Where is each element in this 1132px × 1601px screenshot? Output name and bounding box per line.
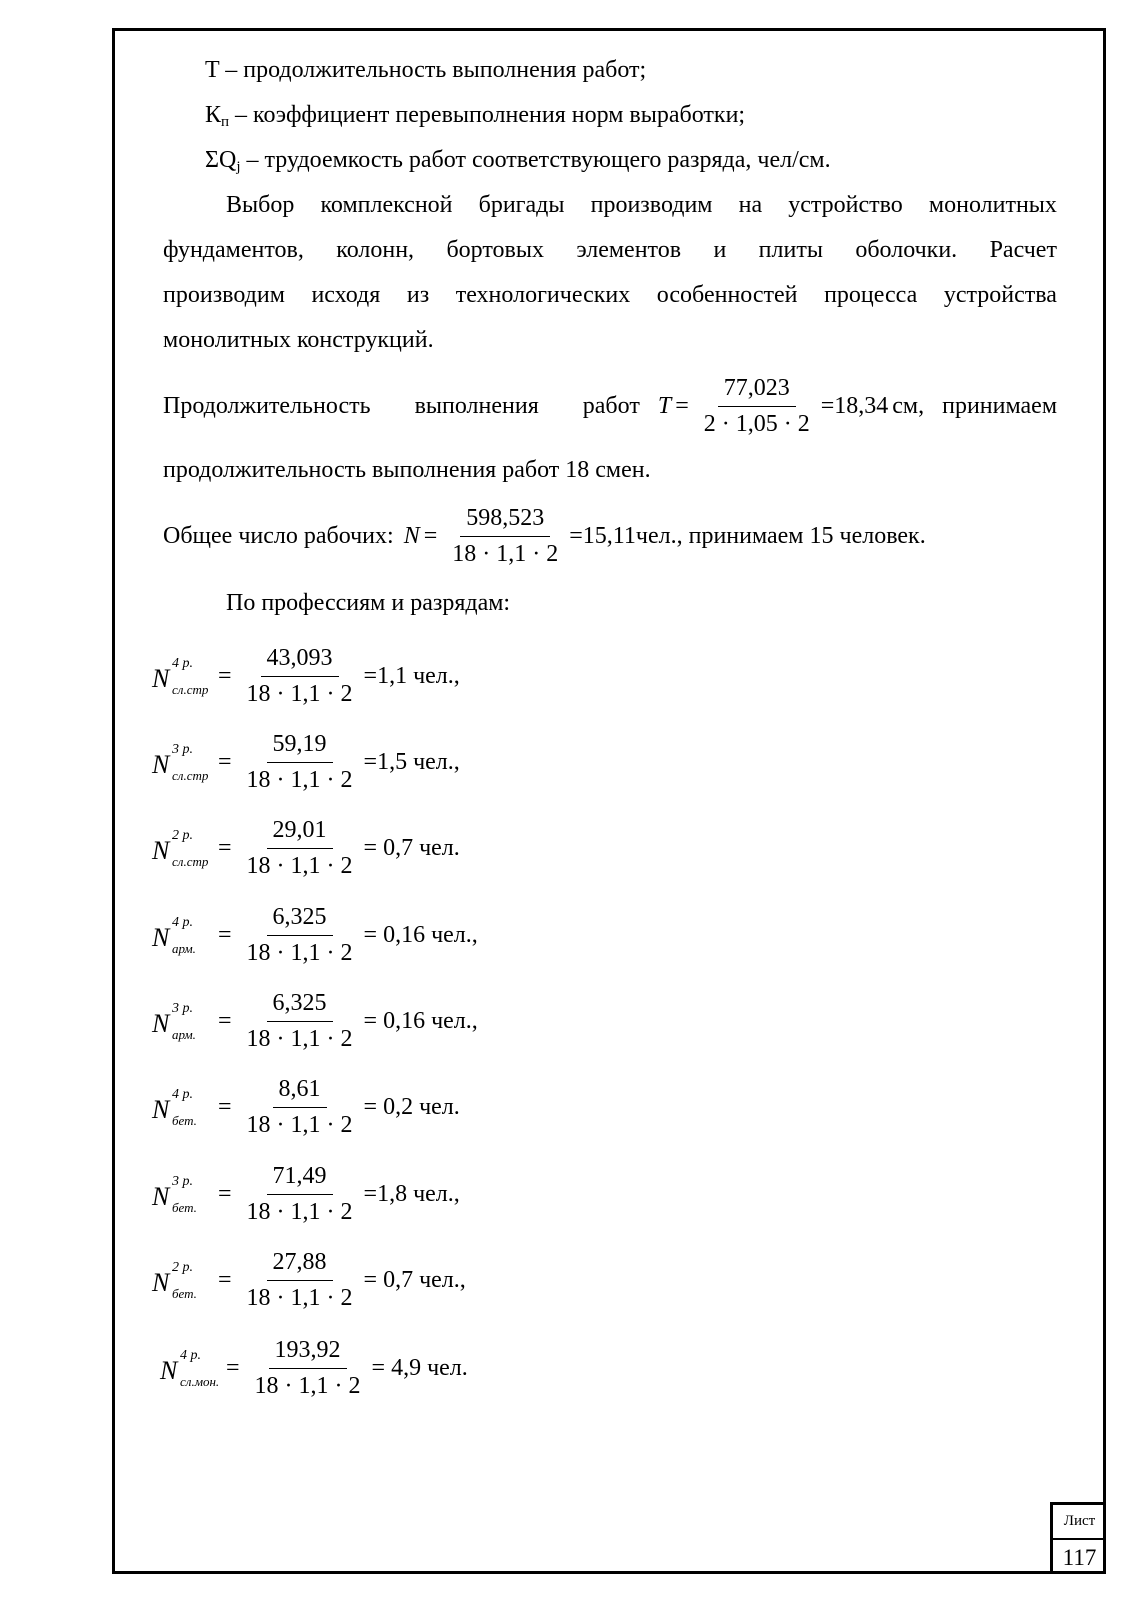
profession-subscript: бет. (172, 1286, 197, 1301)
q-symbol: ΣQ (205, 147, 237, 173)
kp-subscript: п (221, 114, 230, 130)
duration-result: =18,34 (820, 392, 889, 419)
equation-denominator: 18 · 1,1 · 2 (246, 1111, 353, 1138)
equation-denominator: 18 · 1,1 · 2 (246, 939, 353, 966)
equation-fraction (241, 1076, 359, 1138)
equals-sign: = (218, 662, 232, 689)
n-symbol (160, 1348, 222, 1388)
equals-sign: = (218, 921, 232, 948)
sheet-number: 117 (1062, 1545, 1097, 1570)
paragraph-word: бортовых (446, 237, 544, 263)
equation-fraction (241, 990, 359, 1052)
duration-formula (658, 375, 924, 437)
duration-label-word: работ (582, 392, 640, 419)
definition-kp (205, 103, 745, 130)
equation-fraction (241, 1249, 359, 1311)
paragraph-word: монолитных (928, 192, 1057, 218)
duration-equation (163, 370, 1057, 442)
grade-superscript: 3 р. (172, 1001, 193, 1016)
equals-sign: = (218, 1093, 232, 1120)
profession-subscript: сл.стр (172, 854, 209, 869)
workers-denominator: 18 · 1,1 · 2 (452, 540, 559, 567)
workers-fraction (446, 505, 564, 567)
equation-unit: чел., (431, 1007, 478, 1034)
equals-sign: = (218, 834, 232, 861)
equals-sign: = (226, 1354, 240, 1381)
grade-superscript: 2 р. (172, 1260, 193, 1275)
profession-subscript: арм. (172, 1027, 196, 1042)
equation-unit: чел., (413, 748, 460, 775)
workers-result: =15,11 (569, 522, 636, 549)
profession-subscript: арм. (172, 941, 196, 956)
equation-numerator: 6,325 (267, 904, 333, 935)
paragraph-word: плиты (758, 237, 823, 263)
grade-superscript: 3 р. (172, 742, 193, 757)
equation-fraction (241, 1163, 359, 1225)
paragraph-word: Выбор (226, 192, 295, 218)
n-symbol (152, 656, 214, 696)
n-letter: N (152, 1009, 170, 1038)
n-letter: N (152, 750, 170, 779)
duration-label (163, 393, 640, 420)
equation-result: = 0,2 (363, 1093, 414, 1120)
workers-label: Общее число рабочих: (163, 522, 394, 549)
grade-superscript: 3 р. (172, 1174, 193, 1189)
equation-denominator: 18 · 1,1 · 2 (246, 1025, 353, 1052)
duration-denominator: 2 · 1,05 · 2 (703, 410, 810, 437)
equation-fraction (241, 645, 359, 707)
equation-result: = 0,16 (363, 1007, 426, 1034)
equation-unit: чел., (419, 1266, 466, 1293)
paragraph-word: фундаментов, (163, 237, 304, 263)
paragraph-word: колонн, (336, 237, 415, 263)
paragraph-word: на (738, 192, 763, 218)
equation-denominator: 18 · 1,1 · 2 (246, 1198, 353, 1225)
n-symbol (152, 1260, 214, 1300)
n-letter: N (160, 1356, 178, 1385)
kp-text: – коэффициент перевыполнения норм выработки; (229, 102, 746, 128)
equation-numerator: 71,49 (267, 1163, 333, 1194)
profession-subscript: сл.мон. (180, 1374, 220, 1389)
profession-equation (152, 808, 460, 888)
definition-t: T – продолжительность выполнения работ; (205, 57, 647, 83)
equation-denominator: 18 · 1,1 · 2 (246, 766, 353, 793)
profession-equation (152, 1067, 460, 1147)
equation-fraction (241, 731, 359, 793)
duration-unit: см, (892, 392, 925, 419)
paragraph-word: устройство (788, 192, 903, 218)
equation-numerator: 8,61 (273, 1076, 327, 1107)
equation-numerator: 6,325 (267, 990, 333, 1021)
profession-equation (160, 1328, 468, 1408)
paragraph-word: и (713, 237, 727, 263)
equation-unit: чел., (413, 1180, 460, 1207)
equation-unit: чел., (413, 662, 460, 689)
paragraph-word: производим (590, 192, 713, 218)
paragraph-word: технологических (455, 282, 631, 308)
paragraph-word: из (406, 282, 430, 308)
equals-sign: = (218, 1266, 232, 1293)
equals-sign: = (218, 748, 232, 775)
equation-fraction (241, 904, 359, 966)
equation-numerator: 29,01 (267, 817, 333, 848)
paragraph-line-4: монолитных конструкций. (163, 327, 434, 353)
n-letter: N (152, 1182, 170, 1211)
profession-equation (152, 1240, 466, 1320)
equation-numerator: 43,093 (261, 645, 339, 676)
paragraph-word: производим (163, 282, 285, 308)
sheet-stamp (1050, 1502, 1106, 1574)
duration-variable: T (657, 392, 672, 419)
grade-superscript: 4 р. (180, 1348, 201, 1363)
equals-sign: = (423, 522, 438, 549)
equation-fraction (249, 1337, 367, 1399)
profession-subscript: бет. (172, 1200, 197, 1215)
equation-unit: чел. (419, 834, 460, 861)
equation-result: = 4,9 (371, 1354, 422, 1381)
equation-numerator: 27,88 (267, 1249, 333, 1280)
paragraph-word: комплексной (320, 192, 453, 218)
equation-result: = 0,7 (363, 834, 414, 861)
duration-followup: продолжительность выполнения работ 18 смен. (163, 457, 651, 483)
definition-q (205, 148, 831, 175)
equals-sign: = (218, 1180, 232, 1207)
profession-equation (152, 1154, 460, 1234)
n-symbol (152, 828, 214, 868)
n-symbol (152, 1174, 214, 1214)
grade-superscript: 2 р. (172, 828, 193, 843)
duration-fraction (698, 375, 816, 437)
sheet-label: Лист (1053, 1505, 1106, 1540)
equation-denominator: 18 · 1,1 · 2 (246, 852, 353, 879)
n-symbol (152, 1001, 214, 1041)
equation-result: =1,5 (363, 748, 408, 775)
grade-superscript: 4 р. (172, 1087, 193, 1102)
workers-numerator: 598,523 (460, 505, 550, 536)
by-profession-heading: По профессиям и разрядам: (226, 590, 511, 616)
equation-result: = 0,16 (363, 921, 426, 948)
n-letter: N (152, 836, 170, 865)
equation-numerator: 59,19 (267, 731, 333, 762)
n-letter: N (152, 664, 170, 693)
q-text: – трудоемкость работ соответствующего разряда, чел/см. (240, 147, 831, 173)
paragraph-word: Расчет (989, 237, 1057, 263)
duration-tail: принимаем (942, 392, 1057, 419)
profession-subscript: сл.стр (172, 768, 209, 783)
profession-subscript: бет. (172, 1113, 197, 1128)
paragraph-word: элементов (576, 237, 682, 263)
paragraph-word: исходя (311, 282, 381, 308)
duration-numerator: 77,023 (718, 375, 796, 406)
profession-subscript: сл.стр (172, 682, 209, 697)
profession-equation (152, 722, 460, 802)
equation-denominator: 18 · 1,1 · 2 (246, 1284, 353, 1311)
equation-result: =1,8 (363, 1180, 408, 1207)
paragraph-line-2 (163, 238, 1057, 262)
kp-symbol: К (205, 102, 222, 128)
workers-variable: N (403, 522, 420, 549)
equation-denominator: 18 · 1,1 · 2 (254, 1372, 361, 1399)
equals-sign: = (675, 392, 689, 419)
n-symbol (152, 1087, 214, 1127)
equation-fraction (241, 817, 359, 879)
paragraph-word: оболочки. (855, 237, 958, 263)
paragraph-line-3 (163, 283, 1057, 307)
n-symbol (152, 915, 214, 955)
equation-result: = 0,7 (363, 1266, 414, 1293)
grade-superscript: 4 р. (172, 915, 193, 930)
q-subscript: j (236, 159, 241, 175)
n-letter: N (152, 1095, 170, 1124)
grade-superscript: 4 р. (172, 656, 193, 671)
profession-equation (152, 981, 478, 1061)
paragraph-word: бригады (478, 192, 565, 218)
equation-unit: чел. (419, 1093, 460, 1120)
equation-denominator: 18 · 1,1 · 2 (246, 680, 353, 707)
workers-tail: чел., принимаем 15 человек. (635, 522, 926, 549)
profession-equation (152, 895, 478, 975)
paragraph-word: устройства (943, 282, 1057, 308)
equals-sign: = (218, 1007, 232, 1034)
duration-label-word: выполнения (414, 392, 539, 419)
equation-result: =1,1 (363, 662, 408, 689)
paragraph-word: процесса (824, 282, 918, 308)
paragraph-word: особенностей (656, 282, 798, 308)
equation-unit: чел. (427, 1354, 468, 1381)
n-letter: N (152, 923, 170, 952)
workers-equation (163, 500, 926, 572)
n-letter: N (152, 1268, 170, 1297)
duration-label-word: Продолжительность (163, 392, 371, 419)
n-symbol (152, 742, 214, 782)
paragraph-line-1 (226, 193, 1057, 217)
profession-equation (152, 636, 460, 716)
equation-numerator: 193,92 (269, 1337, 347, 1368)
equation-unit: чел., (431, 921, 478, 948)
